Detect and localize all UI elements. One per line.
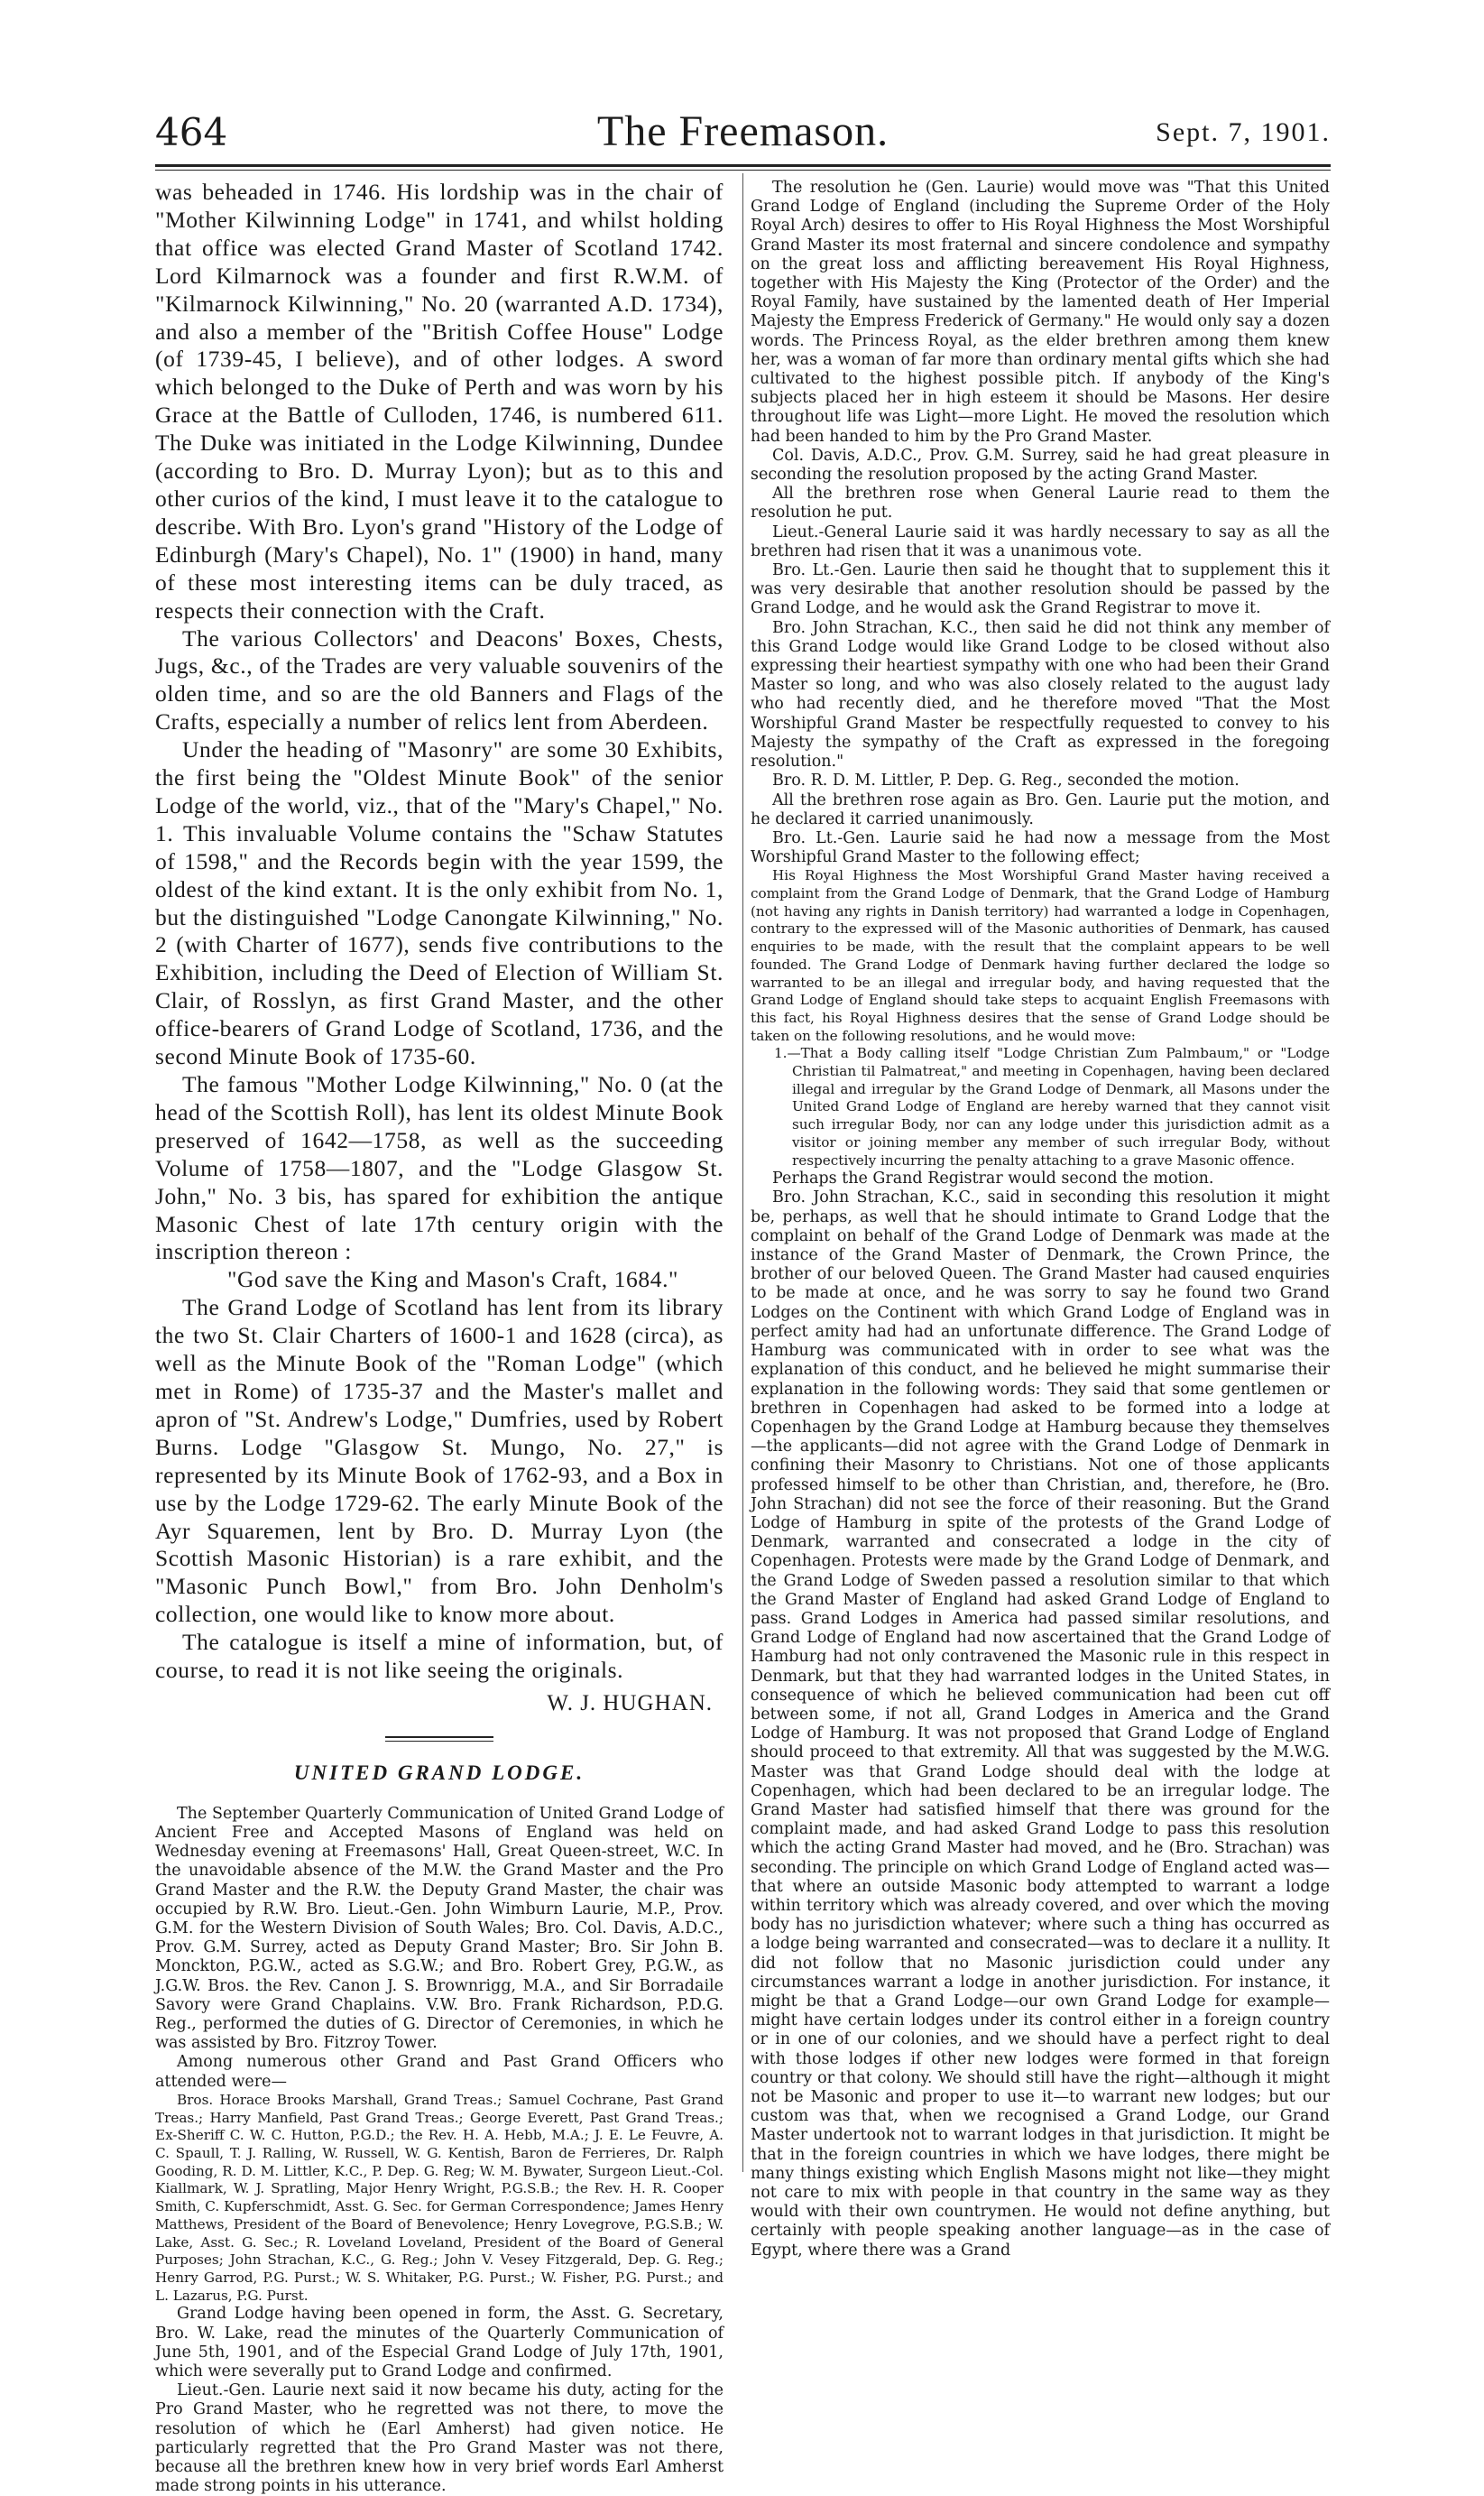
report-paragraph: The resolution he (Gen. Laurie) would move was "That this United Grand Lodge of England (including the Supreme Order of the Holy Royal Arch) desires to offer to His Royal Highness the Most Worshipful Grand Master its most fraternal and sincere condolence and sympathy on the great loss and afflicting bereavement His Royal Highness, together with His Majesty the King (Protector of the Order) and the Royal Family, have sustained by the lamented death of Her Imperial Majesty the Empress Frederick of Germany." He would only say a dozen words. The Princess Royal, as the elder brethren among them knew her, was a woman of far more than ordinary mental gifts which she had cultivated to the highest possible pitch. If anybody of the King's subjects placed her in high esteem it should be Masons. Her desire throughout life was Light—more Light. He moved the resolution which had been handed to him by the Pro Grand Master. [751, 179, 1330, 446]
article-paragraph: was beheaded in 1746. His lordship was in the chair of "Mother Kilwinning Lodge" in 1741, and whilst holding that office was elected Grand Master of Scotland 1742. Lord Kilmarnock was a founder and first R.W.M. of "Kilmarnock Kilwinning," No. 20 (warranted A.D. 1734), and also a member of the "British Coffee House" Lodge (of 1739-45, I believe), and of other lodges. A sword which belonged to the Duke of Perth and was worn by his Grace at the Battle of Culloden, 1746, is numbered 611. The Duke was initiated in the Lodge Kilwinning, Dundee (according to Bro. D. Murray Lyon); but as to this and other curios of the kind, I must leave it to the catalogue to describe. With Bro. Lyon's grand "History of the Lodge of Edinburgh (Mary's Chapel), No. 1" (1900) in hand, many of these most interesting items can be duly traced, as respects their connection with the Craft. [155, 179, 724, 624]
section-divider-thin [385, 1741, 493, 1742]
report-paragraph: The September Quarterly Communication of United Grand Lodge of Ancient Free and Accepted Masons of England was held on Wednesday evening at Freemasons' Hall, Great Queen-street, W.C. In the unavoidable absence of the M.W. the Grand Master and the Pro Grand Master and the R.W. the Deputy Grand Master, the chair was occupied by R.W. Bro. Lieut.-Gen. John Wimburn Laurie, M.P., Prov. G.M. for the Western Division of South Wales; Bro. Col. Davis, A.D.C., Prov. G.M. Surrey, acted as Deputy Grand Master; Bro. Sir John B. Monckton, P.G.W., acted as S.G.W.; and Bro. Robert Grey, P.G.W., as J.G.W. Bros. the Rev. Canon J. S. Brownrigg, M.A., and Sir Borradaile Savory were Grand Chaplains. V.W. Bro. Frank Richardson, P.D.G. Reg., performed the duties of G. Director of Ceremonies, in which he was assisted by Bro. Fitzroy Tower. [155, 1804, 724, 2053]
column-separator [742, 173, 743, 2172]
strachan-speech [751, 1169, 1330, 2260]
grand-lodge-report [155, 1805, 724, 2092]
article-paragraph: The famous "Mother Lodge Kilwinning," No. 0 (at the head of the Scottish Roll), has lent its oldest Minute Book preserved of 1642—1758, as well as the succeeding Volume of 1758—1807, and the "Lodge Glasgow St. John," No. 3 bis, has spared for exhibition the antique Masonic Chest of late 17th century origin with the inscription thereon : [155, 1071, 724, 1265]
right-column [751, 179, 1330, 2260]
section-divider [385, 1736, 493, 1738]
report-paragraph: Grand Lodge having been opened in form, the Asst. G. Secretary, Bro. W. Lake, read the minutes of the Quarterly Communication of June 5th, 1901, and of the Especial Grand Lodge of July 17th, 1901, which were severally put to Grand Lodge and confirmed. [155, 2305, 724, 2380]
report-paragraph: Bro. Lt.-Gen. Laurie said he had now a message from the Most Worshipful Grand Master to the following effect; [751, 828, 1330, 867]
author-signature: W. J. HUGHAN. [547, 1690, 713, 1715]
page-number: 464 [155, 110, 228, 154]
article-paragraph: The Grand Lodge of Scotland has lent from its library the two St. Clair Charters of 1600-1 and 1628 (circa), as well as the Minute Book of the "Roman Lodge" (which met in Rome) of 1735-37 and the Master's mallet and apron of "St. Andrew's Lodge," Dumfries, used by Robert Burns. Lodge "Glasgow St. Mungo, No. 27," is represented by its Minute Book of 1762-93, and a Box in use by the Lodge 1729-62. The early Minute Book of the Ayr Squaremen, lent by Bro. D. Murray Lyon (the Scottish Masonic Historian) is a rare exhibit, and the "Masonic Punch Bowl," from Bro. John Denholm's collection, one would like to know more about. [155, 1294, 724, 1628]
attendee-list [155, 2092, 724, 2305]
resolution-item: 1.—That a Body calling itself "Lodge Christian Zum Palmbaum," or "Lodge Christian til Palmatreat," and meeting in Copenhagen, having been declared illegal and irregular by the Grand Lodge of Denmark, all Masons under the United Grand Lodge of England are hereby warned that they cannot visit such irregular Body, nor can any lodge under this jurisdiction admit as a visitor or joining member any member of such irregular Body, without respectively incurring the penalty attaching to a grave Masonic offence. [774, 1045, 1330, 1169]
report-paragraph: Bro. John Strachan, K.C., said in seconding this resolution it might be, perhaps, as well that he should intimate to Grand Lodge that the complaint on behalf of the Grand Lodge of Denmark was made at the instance of the Grand Master of Denmark, the Crown Prince, the brother of our beloved Queen. The Grand Master had caused enquiries to be made at once, and he was sorry to say he found two Grand Lodges on the Continent with which Grand Lodge of England was in perfect amity had had an unfortunate difference. The Grand Lodge of Hamburg was communicated with in order to see what was the explanation of this conduct, and he believed he might summarise their explanation in the following words: They said that some gentlemen or brethren in Copenhagen had asked to be formed into a lodge at Copenhagen by the Grand Lodge at Hamburg because they themselves—the applicants—did not agree with the Grand Lodge of Denmark in confining their Masonry to Christians. Not one of those applicants professed himself to be other than Christian, and, therefore, he (Bro. John Strachan) did not see the force of their reasoning. But the Grand Lodge of Hamburg in spite of the protests of the Grand Lodge of Denmark, warranted and consecrated a lodge in the city of Copenhagen. Protests were made by the Grand Lodge of Denmark, and the Grand Lodge of Sweden passed a resolution similar to that which the Grand Master of England had asked Grand Lodge of England to pass. Grand Lodges in America had passed similar resolutions, and Grand Lodge of England had now ascertained that the Grand Lodge of Hamburg had not only contravened the Masonic rule in this respect in Denmark, but that they had warranted lodges in the United States, in consequence of which he believed communication had been cut off between some, if not all, Grand Lodges in America and the Grand Lodge of Hamburg. It was not proposed that Grand Lodge of England should proceed to that extremity. All that was suggested by the M.W.G. Master was that Grand Lodge should deal with the lodge at Copenhagen, which had been declared to be an irregular lodge. The Grand Master had satisfied himself that there was ground for the complaint made, and had asked Grand Lodge to pass this resolution which the acting Grand Master had moved, and he (Bro. Strachan) was seconding. The principle on which Grand Lodge of England acted was—that where an outside Masonic body attempted to warrant a lodge within territory which was already covered, and over which the moving body has no jurisdiction whatever; where such a thing has occurred as a lodge being warranted and consecrated—was to declare it a nullity. It did not follow that no Masonic jurisdiction could under any circumstances warrant a lodge in another jurisdiction. For instance, it might be that a Grand Lodge—our own Grand Lodge for example—might have certain lodges under its control either in a foreign country or in one of our colonies, and we should have a perfect right to deal with those lodges if other new lodges were formed in that foreign country or that colony. We should still have the right—although it might not be Masonic and proper to use it—to warrant new lodges; but our custom was that, when we recognised a Grand Lodge, our Grand Master undertook not to warrant lodges in that jurisdiction. It might be that in the foreign countries in which we have lodges, there might be many things existing which English Masons might not like—they might not care to mix with people in that country in the same way as they would with their own countrymen. He would not define anything, but certainly with people speaking another language—as in the case of Egypt, where there was a Grand [751, 1188, 1330, 2260]
inscription-quote: "God save the King and Mason's Craft, 1684." [226, 1266, 679, 1293]
article-paragraph: Under the heading of "Masonry" are some 30 Exhibits, the first being the "Oldest Minute Book" of the senior Lodge of the world, viz., that of the "Mary's Chapel," No. 1. This invaluable Volume contains the "Schaw Statutes of 1598," and the Records begin with the year 1599, the oldest of the kind extant. It is the only exhibit from No. 1, but the distinguished "Lodge Canongate Kilwinning," No. 2 (with Charter of 1677), sends five contributions to the Exhibition, including the Deed of Election of William St. Clair, of Rosslyn, as first Grand Master, and the other office-bearers of Grand Lodge of Scotland, 1736, and the second Minute Book of 1735-60. [155, 736, 724, 1070]
report-paragraph: Bro. Lt.-Gen. Laurie then said he thought that to supplement this it was very desirable that another resolution should be passed by the Grand Lodge, and he would ask the Grand Registrar to move it. [751, 561, 1330, 618]
message-text: His Royal Highness the Most Worshipful Grand Master having received a complaint from the Grand Lodge of Denmark, that the Grand Lodge of Hamburg (not having any rights in Danish territory) had warranted a lodge in Copenhagen, contrary to the expressed will of the Masonic authorities of Denmark, has caused enquiries to be made, with the result that the complaint appears to be well founded. The Grand Lodge of Denmark having further declared the lodge so warranted to be an illegal and irregular body, and having requested that the Grand Lodge of England should take steps to acquaint English Freemasons with this fact, his Royal Highness desires that the sense of Grand Lodge should be taken on the following resolutions, and he would move: [751, 867, 1330, 1044]
report-paragraph: Perhaps the Grand Registrar would second the motion. [772, 1169, 1214, 1188]
resolution-report [751, 179, 1330, 867]
report-paragraph: Bro. John Strachan, K.C., then said he did not think any member of this Grand Lodge would like Grand Lodge to be closed without also expressing their heartiest sympathy with one who had been their Grand Master so long, and who was also closely related to the august lady who had recently died, and he therefore moved "That the Most Worshipful Grand Master be respectfully requested to convey to his Majesty the sympathy of the Craft as expressed in the foregoing resolution." [751, 618, 1330, 772]
report-paragraph: All the brethren rose again as Bro. Gen. Laurie put the motion, and he declared it carried unanimously. [751, 790, 1330, 828]
report-paragraph: Lieut.-Gen. Laurie next said it now became his duty, acting for the Pro Grand Master, who he regretted was not there, to move the resolution of which he (Earl Amherst) had given notice. He particularly regretted that the Pro Grand Master was not there, because all the brethren knew how in very brief words Earl Amherst made strong points in his utterance. [155, 2381, 724, 2496]
resolution-list [774, 1045, 1330, 1169]
issue-date: Sept. 7, 1901. [1156, 117, 1331, 147]
report-paragraph: Among numerous other Grand and Past Grand Officers who attended were— [155, 2053, 724, 2091]
grand-master-message [751, 867, 1330, 1169]
masthead-rule-thin [155, 170, 1331, 171]
left-column [155, 179, 724, 2496]
publication-title: The Freemason. [596, 107, 889, 155]
report-paragraph: Col. Davis, A.D.C., Prov. G.M. Surrey, said he had great pleasure in seconding the resolution proposed by the acting Grand Master. [751, 446, 1330, 485]
section-heading: UNITED GRAND LODGE. [293, 1761, 585, 1784]
report-paragraph: Lieut.-General Laurie said it was hardly necessary to say as all the brethren had risen that it was a unanimous vote. [751, 522, 1330, 560]
report-paragraph: All the brethren rose when General Laurie read to them the resolution he put. [751, 485, 1330, 522]
exhibition-article [155, 179, 724, 1718]
masthead [155, 106, 1331, 161]
attendees: Bros. Horace Brooks Marshall, Grand Treas.; Samuel Cochrane, Past Grand Treas.; Harry Manfield, Past Grand Treas.; George Everett, Past Grand Treas.; Ex-Sheriff C. W. C. Hutton, P.G.D.; the Rev. H. A. Hebb, M.A.; J. E. Le Feuvre, A. C. Spaull, T. J. Ralling, W. Russell, W. G. Kentish, Baron de Ferrieres, Dr. Ralph Gooding, R. D. M. Littler, K.C., P. Dep. G. Reg; W. M. Bywater, Surgeon Lieut.-Col. Kiallmark, W. J. Spratling, Major Henry Wright, P.G.S.B.; the Rev. H. R. Cooper Smith, C. Kupferschmidt, Asst. G. Sec. for German Correspondence; James Henry Matthews, President of the Board of Benevolence; Henry Lovegrove, P.G.S.B.; W. Lake, Asst. G. Sec.; R. Loveland Loveland, President of the Board of General Purposes; John Strachan, K.C., G. Reg.; John V. Vesey Fitzgerald, Dep. G. Reg.; Henry Garrod, P.G. Purst.; W. S. Whitaker, P.G. Purst.; W. Fisher, P.G. Purst.; and L. Lazarus, P.G. Purst. [155, 2091, 724, 2304]
masthead-rule [155, 164, 1331, 167]
article-paragraph: The catalogue is itself a mine of information, but, of course, to read it is not like seeing the originals. [155, 1629, 724, 1684]
report-paragraph: Bro. R. D. M. Littler, P. Dep. G. Reg., seconded the motion. [772, 772, 1240, 790]
article-paragraph: The various Collectors' and Deacons' Boxes, Chests, Jugs, &c., of the Trades are very valuable souvenirs of the olden time, and so are the old Banners and Flags of the Crafts, especially a number of relics lent from Aberdeen. [155, 624, 724, 735]
report-continued [155, 2305, 724, 2496]
